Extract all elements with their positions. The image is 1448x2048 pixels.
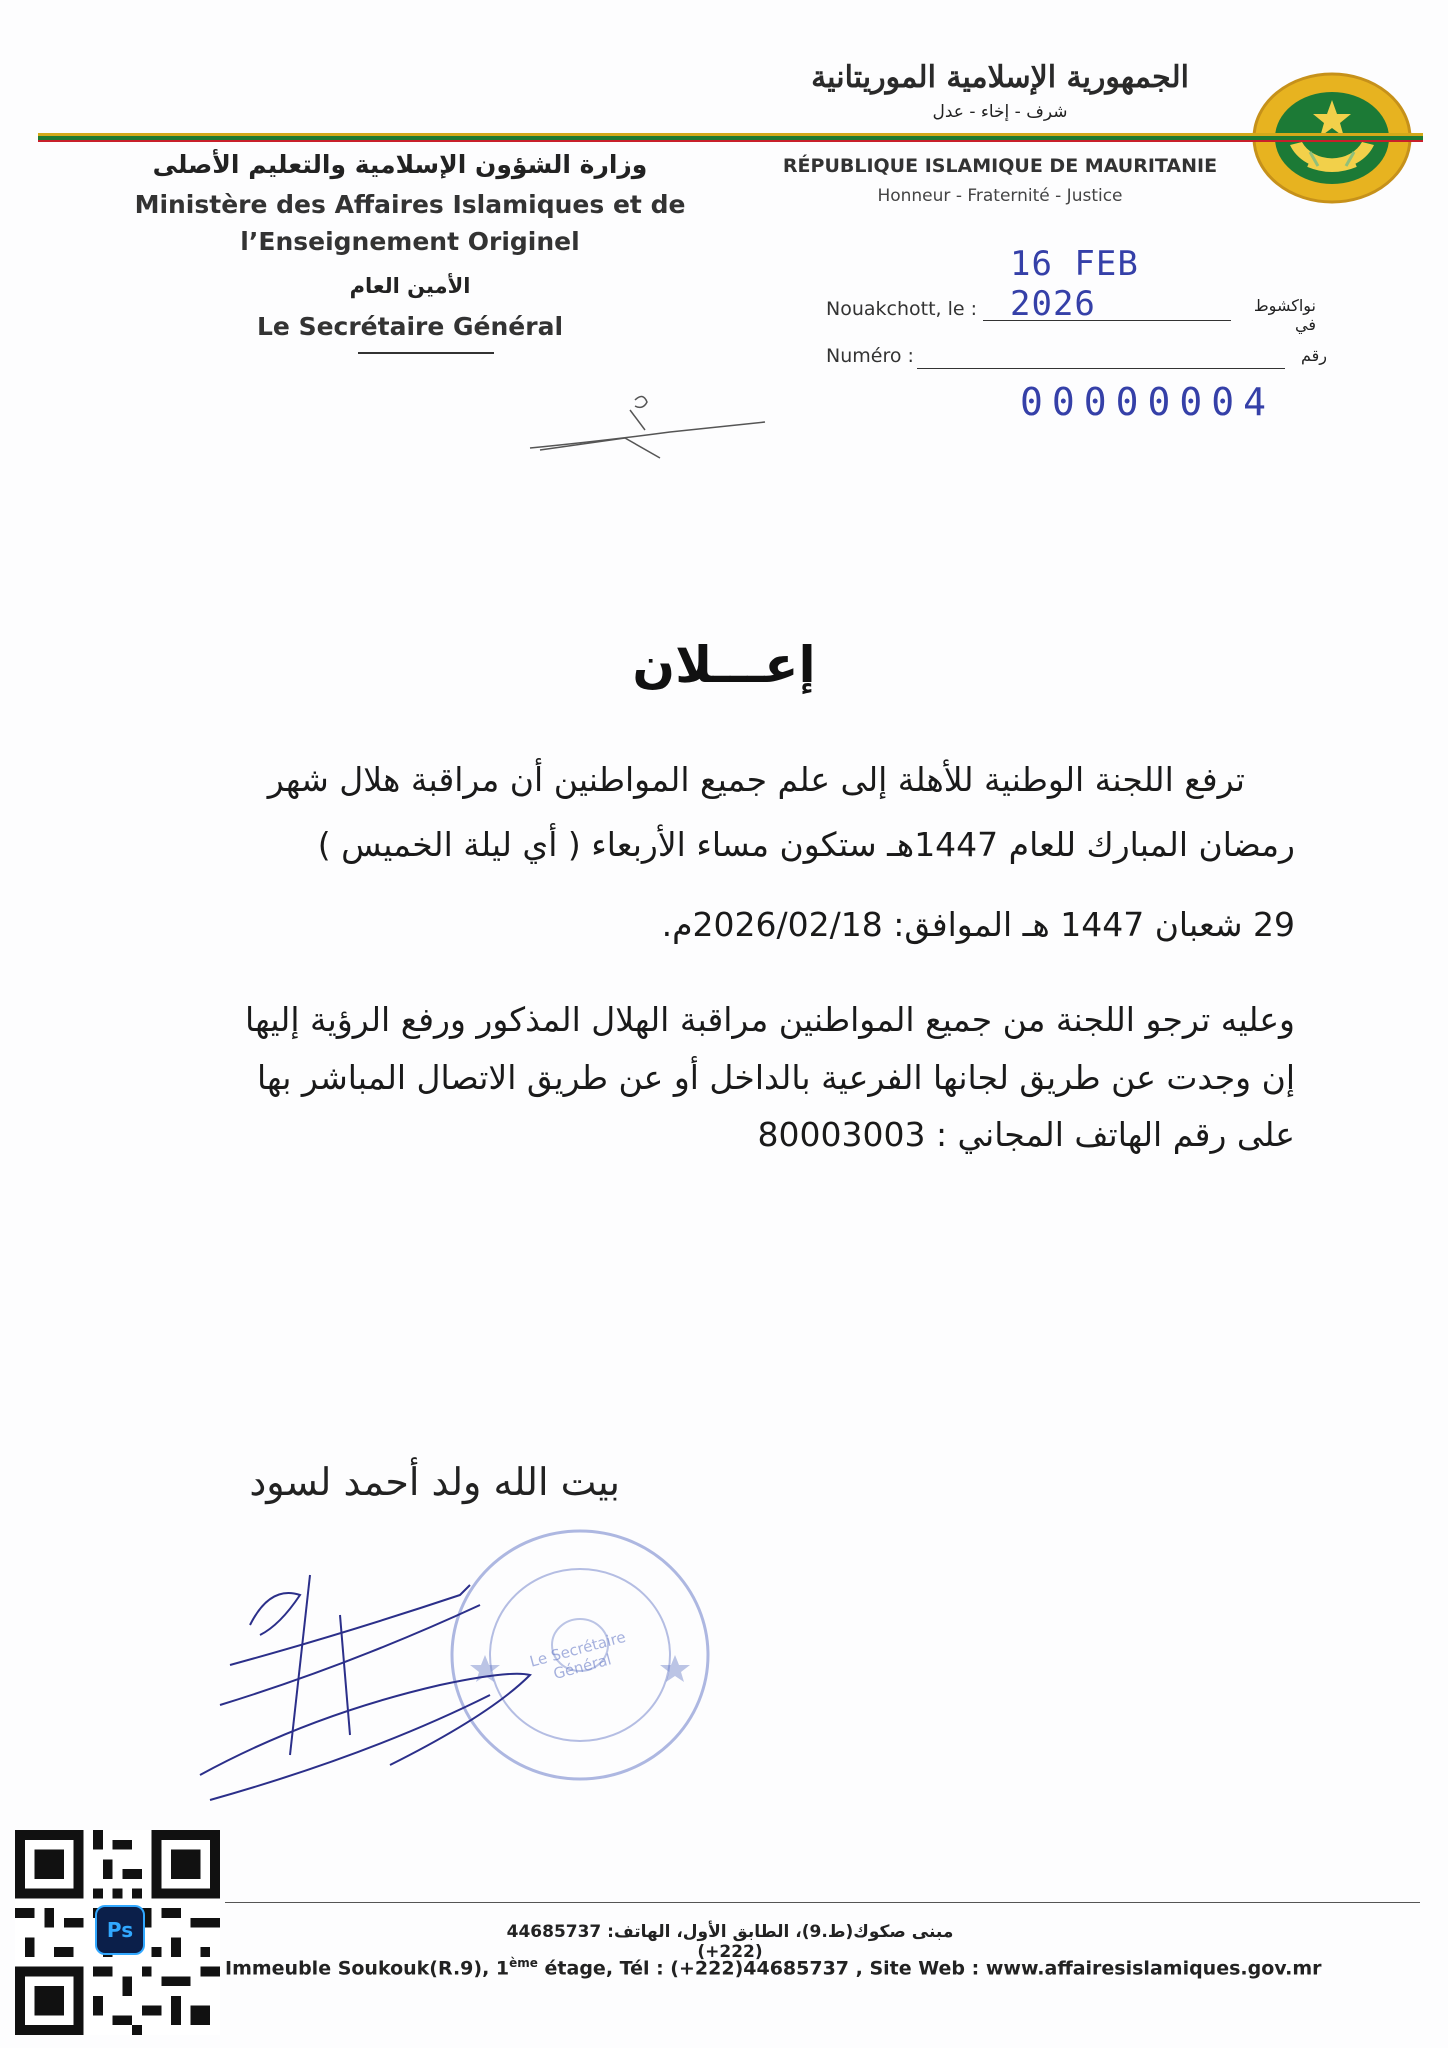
seal-center-text: Le Secrétaire Général [527,1627,628,1684]
notice-paragraph1-line2: رمضان المبارك للعام 1447هـ ستكون مساء الأربعاء ( أي ليلة الخميس ) [317,825,1295,864]
republic-title-fr: RÉPUBLIQUE ISLAMIQUE DE MAURITANIE [782,155,1218,177]
notice-paragraph1-line3: 29 شعبان 1447 هـ الموافق: 2026/02/18م. [661,905,1295,944]
republic-title-ar: الجمهورية الإسلامية الموريتانية [811,60,1189,95]
notice-paragraph1-line1: ترفع اللجنة الوطنية للأهلة إلى علم جميع المواطنين أن مراقبة هلال شهر [267,760,1245,799]
number-label-ar: رقم [1300,346,1327,365]
ministry-name-fr-line1: Ministère des Affaires Islamiques et de [134,190,686,219]
place-label-fr: Nouakchott, le : [826,298,978,320]
handwritten-initials-mark [520,380,780,460]
footer-address-fr [225,1956,1425,1979]
flag-color-rule [38,133,1423,140]
footer-address-fr-part1: Immeuble Soukouk(R.9), 1 [225,1957,510,1980]
ministry-name-fr-line2: l’Enseignement Originel [240,227,580,256]
motto-fr: Honneur - Fraternité - Justice [877,186,1123,206]
date-field-line [983,320,1231,321]
date-stamp: 16 FEB 2026 [1010,244,1139,324]
photoshop-badge: Ps [95,1905,145,1955]
handwritten-signature [190,1555,650,1815]
place-label-ar: نواكشوط في [1253,296,1316,334]
notice-paragraph2-line3: على رقم الهاتف المجاني : 80003003 [757,1115,1295,1154]
secretary-underline [358,352,494,354]
number-label-fr: Numéro : [826,345,914,367]
notice-paragraph2-line1: وعليه ترجو اللجنة من جميع المواطنين مراقبة الهلال المذكور ورفع الرؤية إليها [245,1000,1295,1039]
notice-paragraph2-line2: إن وجدت عن طريق لجانها الفرعية بالداخل أو عن طريق الاتصال المباشر بها [256,1058,1295,1097]
secretary-title-fr: Le Secrétaire Général [256,312,564,341]
footer-address-fr-part2: étage, Tél : (+222)44685737 , Site Web : www.affairesislamiques.gov.mr [537,1957,1322,1980]
signatory-name: بيت الله ولد أحمد لسود [249,1460,620,1504]
number-stamp: 00000004 [1020,380,1276,424]
motto-ar: شرف - إخاء - عدل [932,102,1068,122]
ministry-name-ar: وزارة الشؤون الإسلامية والتعليم الأصلى [152,150,648,179]
secretary-title-ar: الأمين العام [349,274,471,298]
footer-address-ar: مبنى صكوك(ط.9)، الطابق الأول، الهاتف: 44685737 (222+) [506,1922,954,1962]
number-field-line [917,368,1285,369]
notice-title: إعـــلان [632,636,816,694]
footer-address-fr-sup: ème [509,1956,538,1970]
footer-rule [225,1902,1420,1903]
